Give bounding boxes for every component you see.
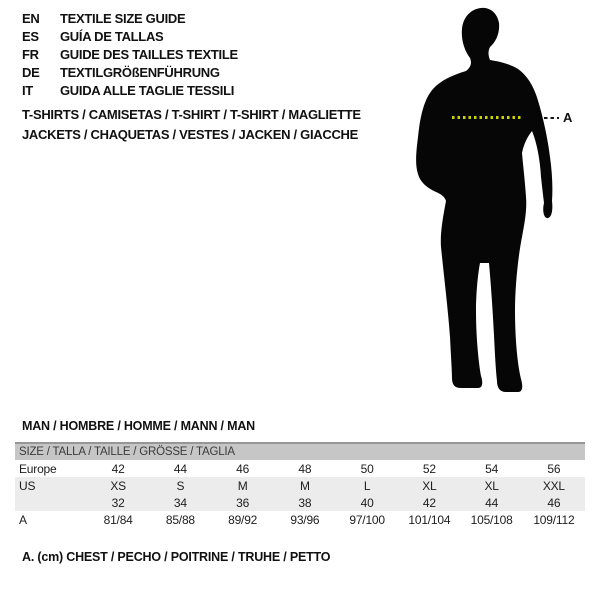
size-cell: XXL [542,478,565,493]
language-title: GUIDA ALLE TAGLIE TESSILI [60,83,235,98]
garment-categories [22,105,361,145]
section-title-man: MAN / HOMBRE / HOMME / MANN / MAN [22,419,255,433]
size-cell: M [299,478,310,493]
language-title: GUIDE DES TAILLES TEXTILE [60,47,238,62]
row-label: A [19,512,27,527]
size-cell: 109/112 [533,512,575,527]
size-cell: 54 [485,461,499,476]
size-cell: 32 [111,495,125,510]
size-cell: 44 [485,495,499,510]
language-code: IT [22,83,33,98]
language-code: FR [22,47,39,62]
size-cell: 40 [360,495,374,510]
size-cell: XS [110,478,126,493]
size-cell: XL [422,478,437,493]
size-cell: XL [484,478,499,493]
category-tshirts: T-SHIRTS / CAMISETAS / T-SHIRT / T-SHIRT / MAGLIETTE [22,107,361,122]
size-cell: 38 [298,495,312,510]
size-cell: 46 [547,495,561,510]
language-row-de [22,64,238,82]
table-row-europe [15,460,585,477]
size-cell: 44 [173,461,187,476]
language-title: TEXTILE SIZE GUIDE [60,11,186,26]
language-row-fr [22,46,238,64]
size-cell: 52 [422,461,436,476]
size-cell: 42 [422,495,436,510]
chest-measure-dotted-line [452,116,522,119]
measure-label-a: A [563,110,573,125]
size-cell: 50 [360,461,374,476]
size-cell: 89/92 [228,512,258,527]
language-code: EN [22,11,40,26]
size-table [15,442,585,528]
table-row-chest-cm [15,511,585,528]
size-cell: 48 [298,461,312,476]
language-row-it [22,82,238,100]
language-row-en [22,10,238,28]
size-cell: L [363,478,371,493]
row-label: Europe [19,461,57,476]
man-silhouette-image [405,5,585,395]
size-cell: S [176,478,185,493]
language-title: GUÍA DE TALLAS [60,29,164,44]
size-cell: 85/88 [165,512,195,527]
size-cell: 56 [547,461,561,476]
size-cell: 101/104 [408,512,451,527]
size-cell: 97/100 [349,512,385,527]
language-row-es [22,28,238,46]
row-label: US [19,478,36,493]
size-cell: 93/96 [290,512,320,527]
measure-leader-dash [544,117,559,119]
size-cell: M [237,478,248,493]
measurement-footnote: A. (cm) CHEST / PECHO / POITRINE / TRUHE / PETTO [22,550,331,564]
language-title: TEXTILGRÖßENFÜHRUNG [60,65,220,80]
size-cell: 36 [236,495,250,510]
language-code: DE [22,65,40,80]
size-cell: 34 [173,495,187,510]
category-jackets: JACKETS / CHAQUETAS / VESTES / JACKEN / GIACCHE [22,127,358,142]
table-row-us [15,477,585,494]
size-table-header: SIZE / TALLA / TAILLE / GRÖSSE / TAGLIA [15,444,585,460]
man-figure [405,5,600,395]
size-cell: 81/84 [103,512,133,527]
size-cell: 46 [236,461,250,476]
size-cell: 105/108 [470,512,513,527]
table-row-numeric [15,494,585,511]
language-code: ES [22,29,39,44]
language-list [22,10,238,100]
size-cell: 42 [111,461,125,476]
